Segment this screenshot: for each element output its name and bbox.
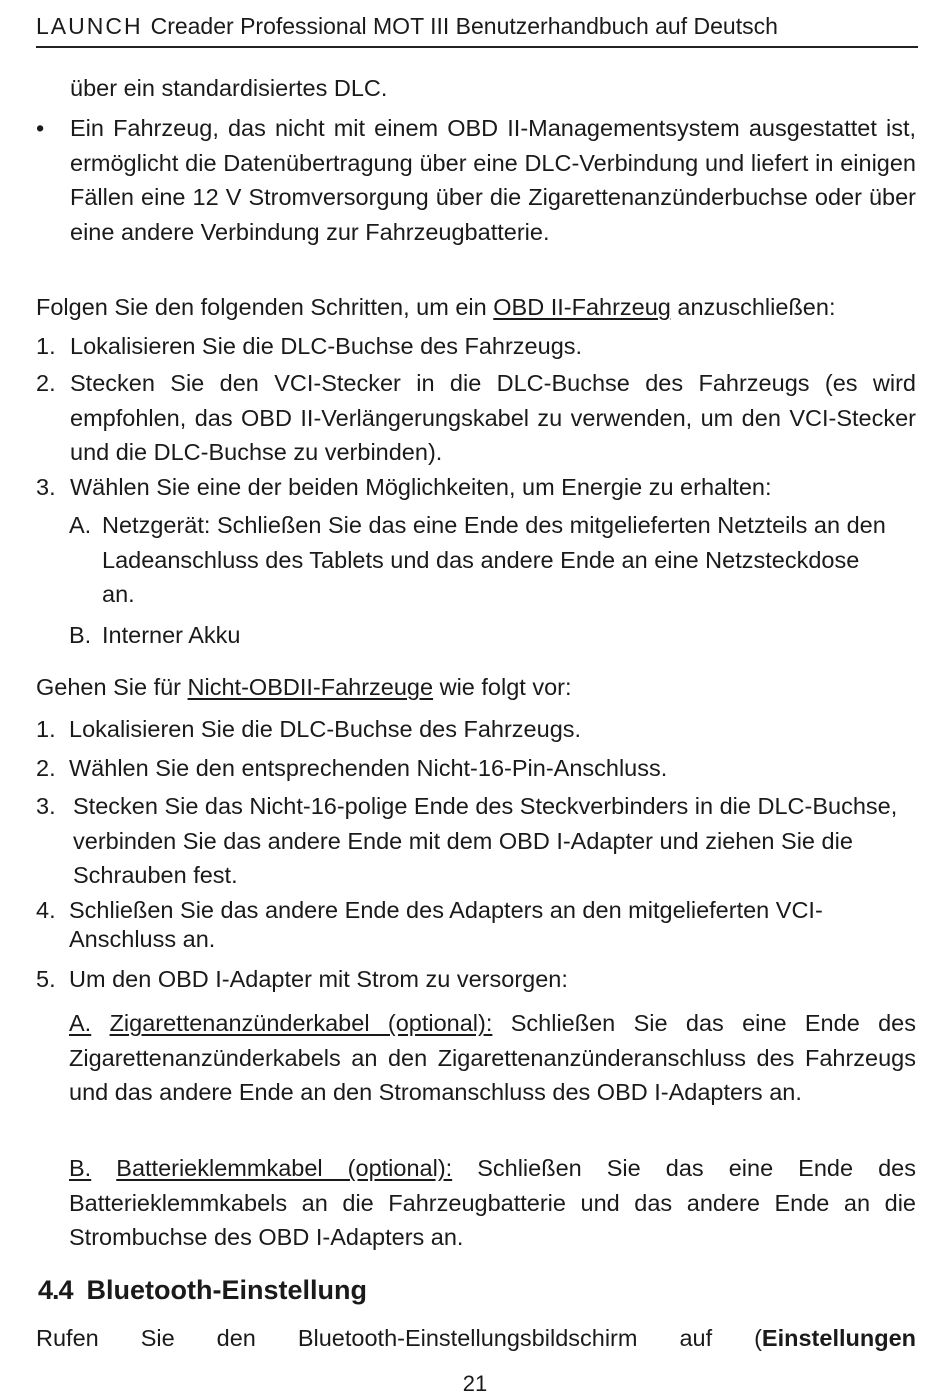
obd2-substep-b bbox=[69, 618, 889, 653]
step-number: 3. bbox=[36, 474, 56, 500]
substep-text: Netzgerät: Schließen Sie das eine Ende des mitgelieferten Netzteils an den Ladeanschluss des Tablets und das andere Ende an eine Netzsteckdose an. bbox=[102, 512, 886, 607]
substep-letter: B. bbox=[69, 622, 92, 648]
step-text: Stecken Sie das Nicht-16-polige Ende des Steckverbinders in die DLC-Buchse, verbinden Sie das andere Ende mit dem OBD I-Adapter und ziehen Sie die Schrauben fest. bbox=[73, 793, 898, 888]
substep-letter: A. bbox=[69, 512, 92, 538]
non-obd2-intro-link: Nicht-OBDII-Fahrzeuge bbox=[187, 674, 434, 700]
obd2-step-2 bbox=[36, 366, 916, 470]
obd2-intro bbox=[36, 290, 916, 325]
substep-letter: A. bbox=[69, 1010, 92, 1036]
non-obd2-step-2 bbox=[36, 751, 916, 786]
step-number: 1. bbox=[36, 716, 56, 742]
bullet-item bbox=[36, 111, 916, 249]
step-text: Lokalisieren Sie die DLC-Buchse des Fahrzeugs. bbox=[70, 333, 583, 359]
step-number: 5. bbox=[36, 966, 56, 992]
step-text: Wählen Sie eine der beiden Möglichkeiten, um Energie zu erhalten: bbox=[70, 474, 772, 500]
non-obd2-step-1 bbox=[36, 712, 916, 747]
section-title: Bluetooth-Einstellung bbox=[86, 1275, 368, 1305]
page-number: 21 bbox=[462, 1371, 488, 1396]
bullet-text: Ein Fahrzeug, das nicht mit einem OBD II-Managementsystem ausgestattet ist, ermöglicht die Datenübertragung über eine DLC-Verbindung und liefert in einigen Fällen eine 12 V Stromversorgung über die Zigarettenanzünderbuchse oder über eine andere Verbindung zur Fahrzeugbatterie. bbox=[70, 115, 916, 245]
step-text: Um den OBD I-Adapter mit Strom zu versorgen: bbox=[69, 966, 568, 992]
non-obd2-intro-pre: Gehen Sie für bbox=[36, 674, 188, 700]
substep-label: Zigarettenanzünderkabel (optional): bbox=[109, 1010, 493, 1036]
section-number: 4.4 bbox=[38, 1275, 73, 1305]
bluetooth-intro-text: Rufen Sie den Bluetooth-Einstellungsbildschirm auf ( bbox=[36, 1325, 762, 1351]
bluetooth-intro-line bbox=[36, 1321, 916, 1356]
step-text: Schließen Sie das andere Ende des Adapters an den mitgelieferten VCI-Anschluss an. bbox=[69, 897, 823, 952]
obd2-substep-a bbox=[69, 508, 889, 612]
obd2-step-3 bbox=[36, 470, 916, 505]
bullet-marker: • bbox=[36, 115, 45, 141]
step-number: 4. bbox=[36, 897, 56, 923]
non-obd2-intro-post: wie folgt vor: bbox=[433, 674, 572, 700]
obd2-intro-pre: Folgen Sie den folgenden Schritten, um ein bbox=[36, 294, 494, 320]
non-obd2-substep-a bbox=[69, 1006, 916, 1110]
step-text: Lokalisieren Sie die DLC-Buchse des Fahrzeugs. bbox=[69, 716, 582, 742]
substep-label: Batterieklemmkabel (optional): bbox=[116, 1155, 453, 1181]
page-header bbox=[36, 12, 918, 48]
continuation-text: über ein standardisiertes DLC. bbox=[70, 75, 388, 101]
substep-letter: B. bbox=[69, 1155, 92, 1181]
section-heading bbox=[38, 1272, 367, 1308]
obd2-intro-link: OBD II-Fahrzeug bbox=[493, 294, 671, 320]
obd2-intro-post: anzuschließen: bbox=[670, 294, 836, 320]
header-brand: LAUNCH bbox=[36, 13, 143, 39]
header-title: Creader Professional MOT III Benutzerhandbuch auf Deutsch bbox=[150, 13, 778, 39]
substep-text: Schließen Sie das eine Ende des Zigarettenanzünderkabels an den Zigarettenanzünderanschluss des Fahrzeugs und das andere Ende an den Stromanschluss des OBD I-Adapters an. bbox=[69, 1010, 916, 1105]
non-obd2-intro bbox=[36, 670, 916, 705]
step-text: Stecken Sie den VCI-Stecker in die DLC-Buchse des Fahrzeugs (es wird empfohlen, das OBD II-Verlängerungskabel zu verwenden, um den VCI-Stecker und die DLC-Buchse zu verbinden). bbox=[70, 370, 916, 465]
step-number: 3. bbox=[36, 793, 56, 819]
non-obd2-substep-b bbox=[69, 1151, 916, 1255]
non-obd2-step-3 bbox=[36, 789, 916, 893]
step-number: 2. bbox=[36, 755, 56, 781]
step-text: Wählen Sie den entsprechenden Nicht-16-Pin-Anschluss. bbox=[69, 755, 668, 781]
non-obd2-step-4 bbox=[36, 896, 916, 954]
bluetooth-intro-bold: Einstellungen bbox=[761, 1325, 916, 1351]
non-obd2-step-5 bbox=[36, 962, 916, 997]
step-number: 1. bbox=[36, 333, 56, 359]
substep-text: Schließen Sie das eine Ende des Batterieklemmkabels an die Fahrzeugbatterie und das andere Ende an die Strombuchse des OBD I-Adapters an. bbox=[69, 1155, 916, 1250]
substep-text: Interner Akku bbox=[102, 622, 241, 648]
obd2-step-1 bbox=[36, 329, 916, 364]
step-number: 2. bbox=[36, 370, 56, 396]
